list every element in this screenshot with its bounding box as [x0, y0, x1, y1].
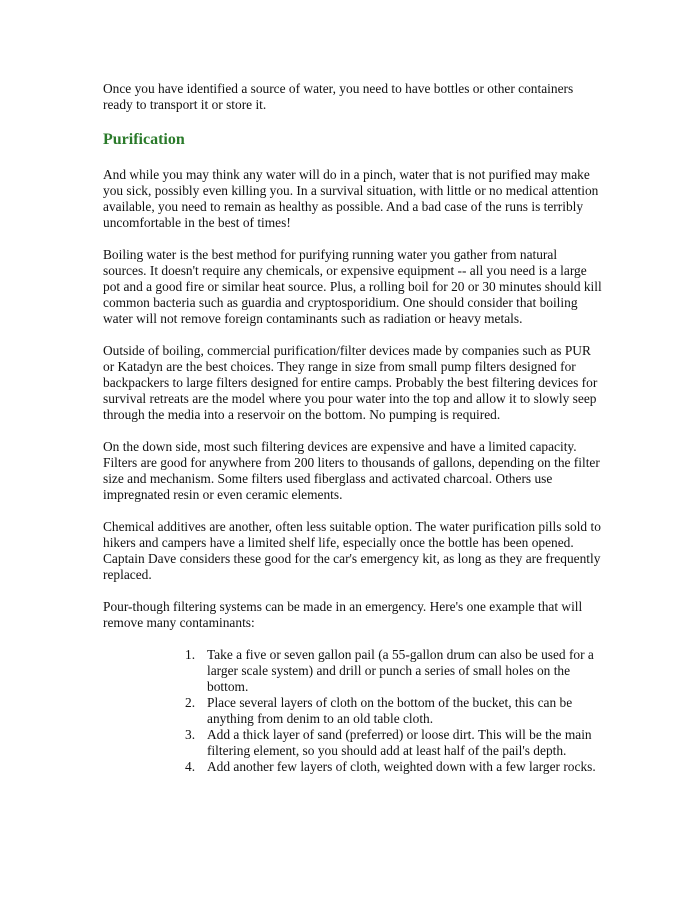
list-item-text: Take a five or seven gallon pail (a 55-gallon drum can also be used for a larger scale system) and drill or punch a series of small holes on the bottom. [207, 647, 594, 694]
list-item [185, 759, 603, 775]
paragraph-chemical: Chemical additives are another, often less suitable option. The water purification pills sold to hikers and campers have a limited shelf life, especially once the bottle has been opened. Captain Dave considers these good for the car's emergency kit, as long as they are frequently replaced. [103, 519, 601, 582]
section-heading: Purification [103, 131, 185, 148]
steps-list [103, 647, 603, 775]
list-item-text: Add another few layers of cloth, weighted down with a few larger rocks. [207, 759, 596, 774]
paragraph-downside: On the down side, most such filtering devices are expensive and have a limited capacity. Filters are good for anywhere from 200 liters to thousands of gallons, depending on the filter size and mechanism. Some filters used fiberglass and activated charcoal. Others use impregnated resin or even ceramic elements. [103, 439, 600, 502]
list-item [185, 647, 603, 695]
list-item-number: 1. [185, 647, 196, 662]
list-item-number: 2. [185, 695, 196, 710]
list-item-number: 4. [185, 759, 196, 774]
paragraph-health: And while you may think any water will do in a pinch, water that is not purified may make you sick, possibly even killing you. In a survival situation, with little or no medical attention available, you need to remain as healthy as possible. And a bad case of the runs is terribly uncomfortable in the best of times! [103, 167, 599, 230]
intro-paragraph: Once you have identified a source of water, you need to have bottles or other containers ready to transport it or store it. [103, 81, 574, 112]
list-item-text: Place several layers of cloth on the bottom of the bucket, this can be anything from denim to an old table cloth. [207, 695, 573, 726]
list-item [185, 695, 603, 727]
paragraph-pour-through: Pour-though filtering systems can be made in an emergency. Here's one example that will remove many contaminants: [103, 599, 583, 630]
paragraph-boiling: Boiling water is the best method for purifying running water you gather from natural sources. It doesn't require any chemicals, or expensive equipment -- all you need is a large pot and a good fire or similar heat source. Plus, a rolling boil for 20 or 30 minutes should kill common bacteria such as guardia and cryptosporidium. One should consider that boiling water will not remove foreign contaminants such as radiation or heavy metals. [103, 247, 602, 326]
list-item-text: Add a thick layer of sand (preferred) or loose dirt. This will be the main filtering element, so you should add at least half of the pail's depth. [207, 727, 592, 758]
list-item-number: 3. [185, 727, 196, 742]
document-page [103, 81, 603, 775]
list-item [185, 727, 603, 759]
paragraph-filters: Outside of boiling, commercial purification/filter devices made by companies such as PUR or Katadyn are the best choices. They range in size from small pump filters designed for backpackers to large filters designed for entire camps. Probably the best filtering devices for survival retreats are the model where you pour water into the top and allow it to slowly seep through the media into a reservoir on the bottom. No pumping is required. [103, 343, 598, 422]
